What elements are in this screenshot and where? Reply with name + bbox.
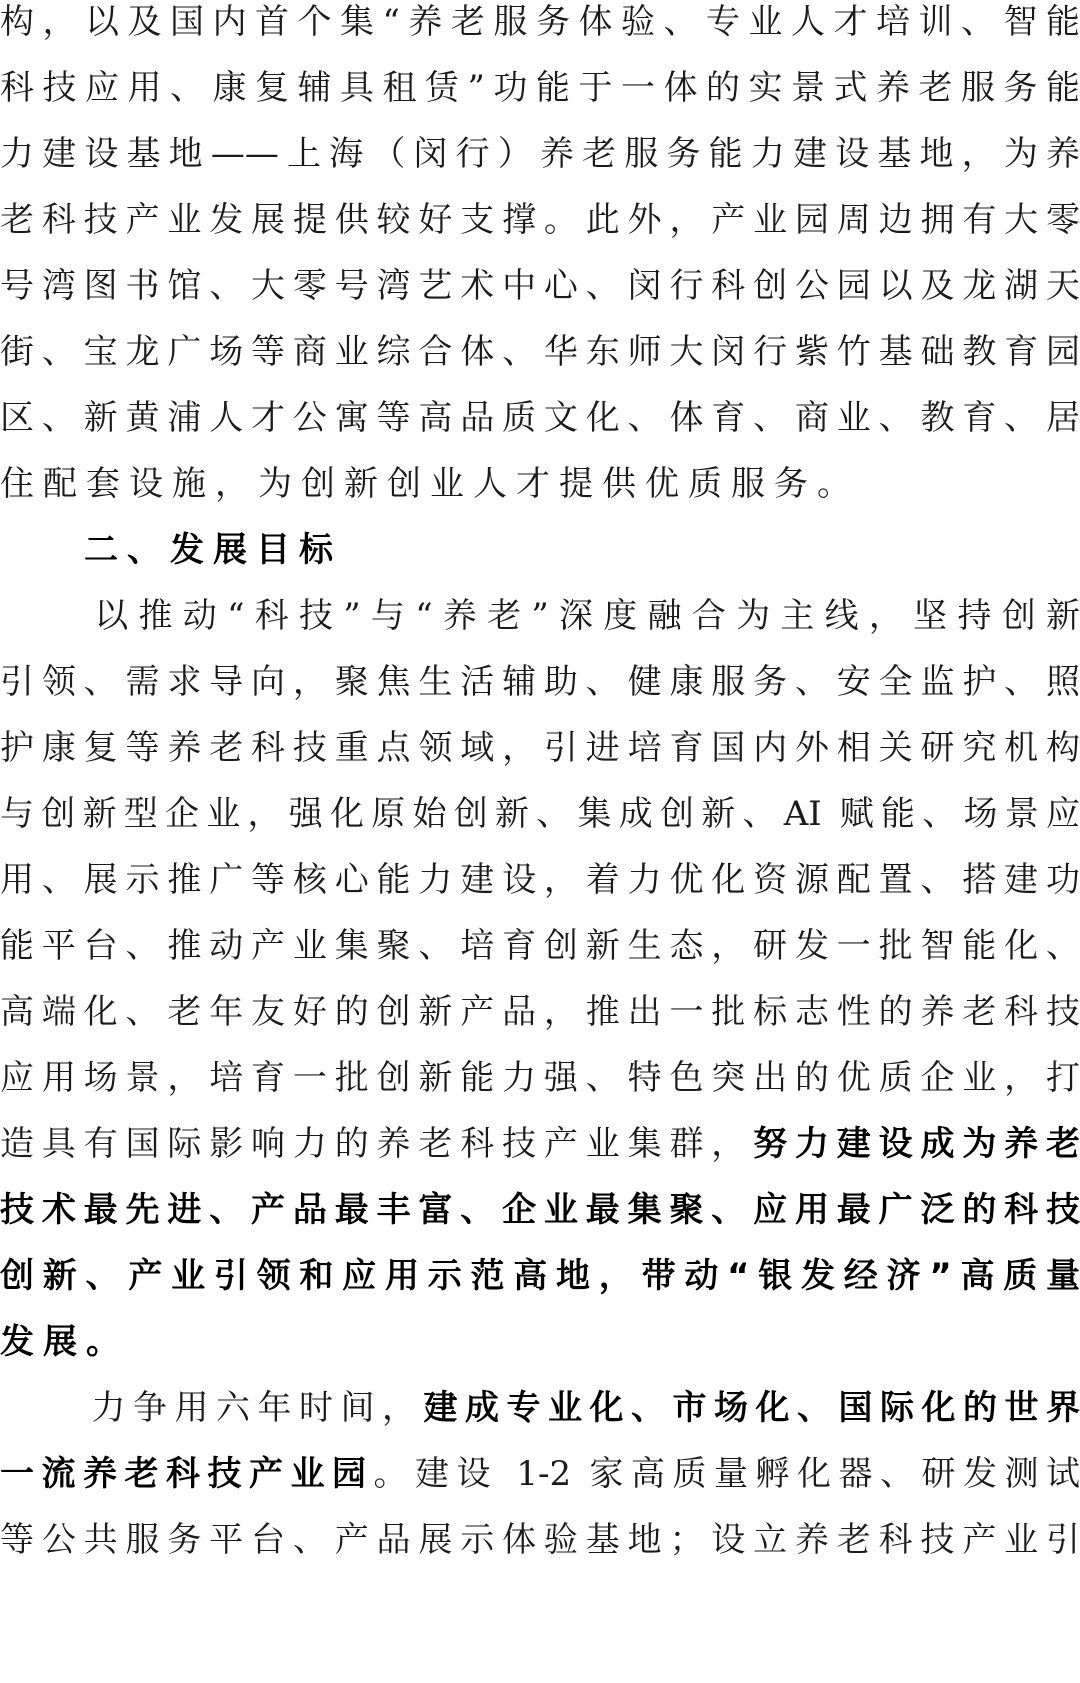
paragraph-2-line-1-text: 以推动“科技”与“养老”深度融合为主线，坚持创新 xyxy=(84,596,1080,636)
paragraph-3-line-2-bold: 一流养老科技产业园 xyxy=(0,1454,374,1494)
paragraph-1-line-1: 构，以及国内首个集“养老服务体验、专业人才培训、智能 xyxy=(0,2,1080,42)
paragraph-2-line-2: 引领、需求导向，聚焦生活辅助、健康服务、安全监护、照 xyxy=(0,662,1080,702)
paragraph-2-line-10: 技术最先进、产品最丰富、企业最集聚、应用最广泛的科技 xyxy=(0,1190,1080,1230)
paragraph-3-line-1 xyxy=(0,1372,1080,1444)
paragraph-1-line-3: 力建设基地——上海（闵行）养老服务能力建设基地，为养 xyxy=(0,134,1080,174)
paragraph-2-line-6: 能平台、推动产业集聚、培育创新生态，研发一批智能化、 xyxy=(0,926,1080,966)
paragraph-3-line-1-bold: 建成专业化、市场化、国际化的世界 xyxy=(423,1388,1080,1428)
section-heading-text: 二、发展目标 xyxy=(84,530,342,570)
paragraph-2-line-1 xyxy=(0,580,1080,652)
paragraph-2-line-11: 创新、产业引领和应用示范高地，带动“银发经济”高质量 xyxy=(0,1256,1080,1296)
paragraph-2-line-7: 高端化、老年友好的创新产品，推出一批标志性的养老科技 xyxy=(0,992,1080,1032)
paragraph-2-line-9-bold: 努力建设成为养老 xyxy=(753,1124,1080,1164)
paragraph-2-line-8: 应用场景，培育一批创新能力强、特色突出的优质企业，打 xyxy=(0,1058,1080,1098)
paragraph-1-line-2: 科技应用、康复辅具租赁”功能于一体的实景式养老服务能 xyxy=(0,68,1080,108)
section-heading xyxy=(0,514,1080,586)
paragraph-3-line-3: 等公共服务平台、产品展示体验基地；设立养老科技产业引 xyxy=(0,1520,1080,1560)
paragraph-1-line-4: 老科技产业发展提供较好支撑。此外，产业园周边拥有大零 xyxy=(0,200,1080,240)
paragraph-2-line-5: 用、展示推广等核心能力建设，着力优化资源配置、搭建功 xyxy=(0,860,1080,900)
paragraph-1-line-6: 街、宝龙广场等商业综合体、华东师大闵行紫竹基础教育园 xyxy=(0,332,1080,372)
paragraph-2-line-9 xyxy=(0,1108,1080,1180)
paragraph-1-line-7: 区、新黄浦人才公寓等高品质文化、体育、商业、教育、居 xyxy=(0,398,1080,438)
paragraph-1-line-5: 号湾图书馆、大零号湾艺术中心、闵行科创公园以及龙湖天 xyxy=(0,266,1080,306)
paragraph-3-line-1-normal: 力争用六年时间， xyxy=(84,1388,424,1428)
paragraph-2-line-12: 发展。 xyxy=(0,1322,129,1362)
paragraph-2-line-4: 与创新型企业，强化原始创新、集成创新、AI 赋能、场景应 xyxy=(0,794,1080,834)
paragraph-3-line-2 xyxy=(0,1438,1080,1510)
paragraph-2-line-3: 护康复等养老科技重点领域，引进培育国内外相关研究机构 xyxy=(0,728,1080,768)
paragraph-2-line-9-normal: 造具有国际影响力的养老科技产业集群， xyxy=(0,1124,754,1164)
paragraph-1-line-8: 住配套设施，为创新创业人才提供优质服务。 xyxy=(0,464,860,504)
paragraph-3-line-2-normal: 。建设 1-2 家高质量孵化器、研发测试 xyxy=(373,1454,1080,1494)
